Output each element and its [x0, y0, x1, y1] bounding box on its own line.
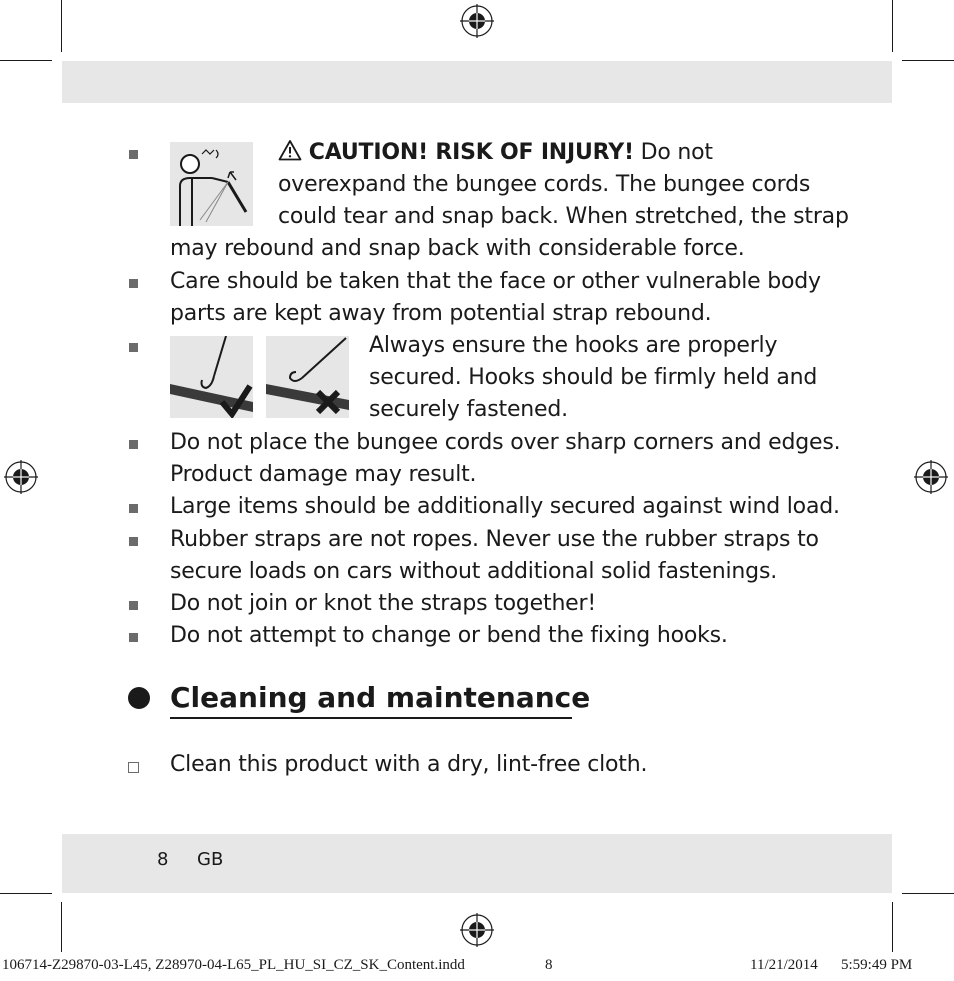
square-bullet-icon — [129, 633, 138, 642]
caution-heading: CAUTION! RISK OF INJURY! — [308, 140, 634, 165]
slug-page: 8 — [545, 957, 553, 973]
caution-text: Do not — [640, 140, 713, 165]
crop-mark — [61, 0, 62, 52]
registration-mark-icon — [4, 460, 38, 494]
registration-mark-icon — [460, 4, 494, 38]
crop-mark — [892, 0, 893, 52]
item-6-line-1: Rubber straps are not ropes. Never use the rubber straps to — [170, 527, 819, 552]
hook-incorrect-illustration — [266, 336, 349, 418]
crop-mark — [892, 902, 893, 952]
item-6-line-2: secure loads on cars without additional solid fastenings. — [170, 559, 777, 584]
footer-band — [62, 834, 892, 893]
item-5: Large items should be additionally secured against wind load. — [170, 494, 840, 519]
item-3-line-2: secured. Hooks should be firmly held and — [369, 365, 818, 390]
item-2-line-2: parts are kept away from potential strap rebound. — [170, 301, 712, 326]
section-dot-icon — [128, 687, 150, 709]
crop-mark — [902, 893, 954, 894]
square-bullet-icon — [129, 343, 138, 352]
registration-mark-icon — [460, 913, 494, 947]
item-7: Do not join or knot the straps together! — [170, 591, 596, 616]
slug-file: 106714-Z29870-03-L45, Z28970-04-L65_PL_HU_SI_CZ_SK_Content.indd — [2, 957, 465, 973]
square-bullet-icon — [129, 279, 138, 288]
language-code: GB — [197, 849, 224, 870]
square-bullet-icon — [129, 504, 138, 513]
heading-underline — [170, 717, 572, 719]
square-bullet-icon — [129, 440, 138, 449]
injury-illustration — [170, 142, 253, 226]
header-band — [62, 61, 892, 103]
checkbox-bullet-icon — [128, 762, 139, 773]
page-number: 8 — [157, 849, 169, 870]
crop-mark — [61, 902, 62, 952]
item-3-line-1: Always ensure the hooks are properly — [369, 333, 778, 358]
square-bullet-icon — [129, 537, 138, 546]
cleaning-instruction: Clean this product with a dry, lint-free cloth. — [170, 752, 648, 777]
square-bullet-icon — [129, 150, 138, 159]
item-2-line-1: Care should be taken that the face or other vulnerable body — [170, 269, 821, 294]
item-4-line-1: Do not place the bungee cords over sharp corners and edges. — [170, 430, 841, 455]
caution-line-1 — [278, 137, 713, 169]
registration-mark-icon — [914, 460, 948, 494]
hook-correct-illustration — [170, 336, 253, 418]
item-3-line-3: securely fastened. — [369, 397, 568, 422]
caution-line-4: may rebound and snap back with considerable force. — [170, 236, 745, 261]
caution-line-2: overexpand the bungee cords. The bungee cords — [278, 172, 811, 197]
caution-line-3: could tear and snap back. When stretched, the strap — [278, 204, 849, 229]
item-4-line-2: Product damage may result. — [170, 462, 477, 487]
square-bullet-icon — [129, 601, 138, 610]
slug-date: 11/21/2014 — [750, 957, 818, 973]
crop-mark — [902, 60, 954, 61]
slug-time: 5:59:49 PM — [841, 957, 913, 973]
item-8: Do not attempt to change or bend the fixing hooks. — [170, 623, 728, 648]
warning-triangle-icon — [278, 139, 302, 161]
cleaning-heading: Cleaning and maintenance — [170, 681, 591, 714]
crop-mark — [0, 893, 52, 894]
crop-mark — [0, 60, 52, 61]
